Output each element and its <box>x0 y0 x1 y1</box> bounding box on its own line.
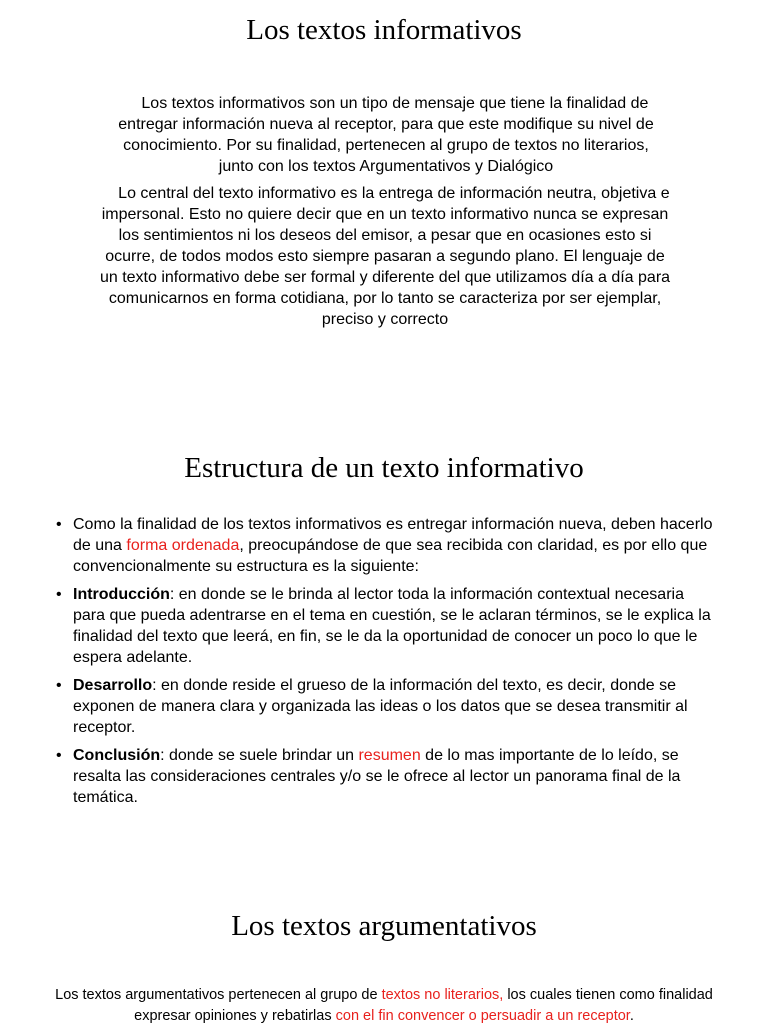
slide-title-informativos: Los textos informativos <box>246 14 522 46</box>
bullet-text: de lo mas importante de lo leído, se resalta las consideraciones centrales y/o se le ofrece al lector un panorama final de la temática. <box>73 747 681 806</box>
term-introduccion: Introducción <box>73 586 170 603</box>
bullet-item-conclusion <box>56 745 716 808</box>
term-desarrollo: Desarrollo <box>73 677 153 694</box>
para-text: Los textos argumentativos pertenecen al grupo de <box>55 987 382 1003</box>
para-text: . <box>629 1008 634 1024</box>
bullet-text: : en donde se le brinda al lector toda la información contextual necesaria para que pueda adentrarse en el tema en cuestión, se le aclaran términos, se le explica la finalidad del texto que leerá, en fin, se le da la oportunidad de conocer un poco lo que le espera adelante. <box>73 586 711 666</box>
bullet-item-introduccion <box>56 584 716 668</box>
bullet-text: : donde se suele brindar un <box>160 747 359 764</box>
highlight-forma-ordenada: forma ordenada <box>126 537 240 554</box>
structure-bullet-list <box>56 514 716 815</box>
bullet-item-finalidad <box>56 514 716 577</box>
bullet-text: , preocupándose de que sea recibida con claridad, es por ello que convencionalmente su estructura es la siguiente: <box>73 537 708 575</box>
intro-paragraph-text: Los textos informativos son un tipo de mensaje que tiene la finalidad de entregar información nueva al receptor, para que este modifique su nivel de conocimiento. Por su finalidad, pertenecen al grupo de textos no literarios, junto con los textos Argumentativos y Dialógico <box>118 95 654 175</box>
bullet-item-desarrollo <box>56 675 716 738</box>
central-paragraph <box>98 183 672 330</box>
slide-title-estructura: Estructura de un texto informativo <box>184 452 584 484</box>
slide-title-argumentativos: Los textos argumentativos <box>231 910 537 942</box>
highlight-persuadir: con el fin convencer o persuadir a un receptor <box>335 1008 630 1024</box>
central-paragraph-text: Lo central del texto informativo es la entrega de información neutra, objetiva e impersonal. Esto no quiere decir que en un texto informativo nunca se expresan los sentimientos ni los deseos del emisor, a pesar que en ocasiones esto si ocurre, de todos modos esto siempre pasaran a segundo plano. El lenguaje de un texto informativo debe ser formal y diferente del que utilizamos día a día para comunicarnos en forma cotidiana, por lo tanto se caracteriza por ser ejemplar, preciso y correcto <box>99 185 671 328</box>
intro-paragraph <box>104 93 668 177</box>
para-text: los cuales tienen como finalidad expresar opiniones y rebatirlas <box>134 987 713 1024</box>
bullet-dot: • <box>56 677 62 694</box>
highlight-no-literarios: textos no literarios, <box>381 987 504 1003</box>
argumentativos-paragraph <box>48 985 720 1027</box>
highlight-resumen: resumen <box>358 747 421 764</box>
term-conclusion: Conclusión <box>73 747 161 764</box>
bullet-dot: • <box>56 747 62 764</box>
bullet-dot: • <box>56 516 62 533</box>
bullet-dot: • <box>56 586 62 603</box>
bullet-text: Como la finalidad de los textos informativos es entregar información nueva, deben hacerlo de una <box>73 516 713 554</box>
bullet-text: : en donde reside el grueso de la información del texto, es decir, donde se exponen de manera clara y organizada las ideas o los datos que se desea transmitir al receptor. <box>73 677 688 736</box>
